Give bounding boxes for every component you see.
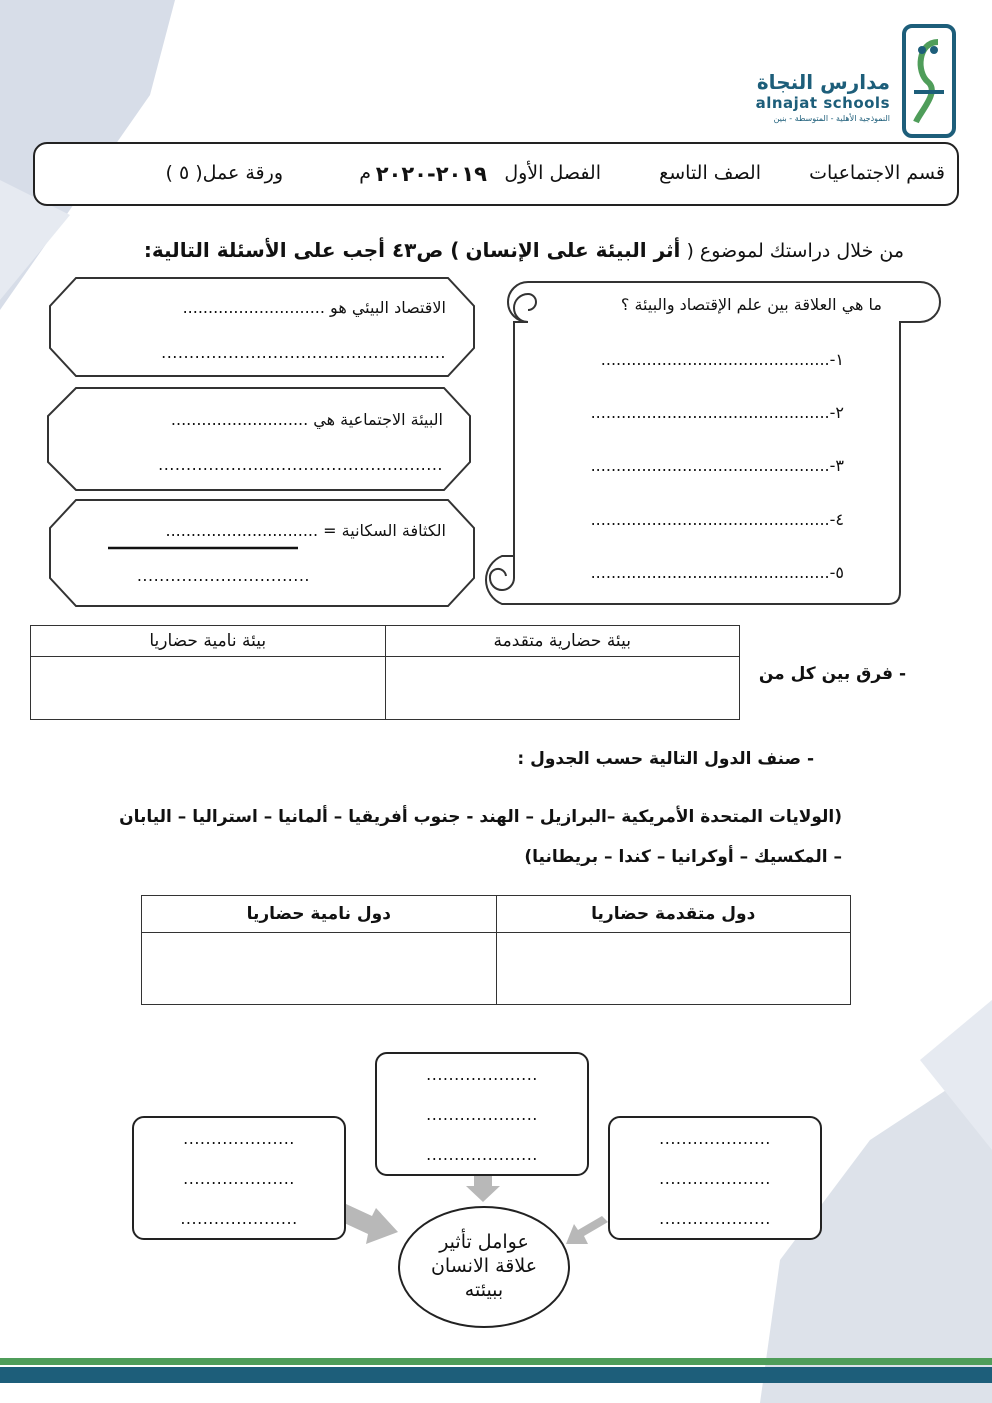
school-years: ٢٠١٩-٢٠٢٠ bbox=[375, 162, 487, 186]
class-header-advanced: دول متقدمة حضاريا bbox=[496, 896, 851, 933]
definition-2-line2: ................................................... bbox=[158, 455, 443, 474]
classify-instruction: - صنف الدول التالية حسب الجدول : bbox=[517, 749, 814, 769]
factor-top-line-3: .................... bbox=[426, 1144, 538, 1164]
factor-top-line-2: .................... bbox=[426, 1104, 538, 1124]
difference-label: - فرق بين كل من bbox=[758, 664, 906, 684]
factor-right-line-2: .................... bbox=[659, 1168, 771, 1188]
factor-left-line-1: .................... bbox=[183, 1128, 295, 1148]
diff-header-advanced: بيئة حضارية متقدمة bbox=[385, 626, 740, 657]
arrow-right-icon bbox=[342, 1204, 398, 1244]
scroll-item-5: ٥-............................................... bbox=[590, 563, 844, 582]
scroll-item-3: ٣-............................................... bbox=[590, 456, 844, 475]
factor-box-top bbox=[375, 1052, 589, 1176]
definition-3-line1: الكثافة السكانية = .............................. bbox=[165, 521, 446, 540]
scroll-item-2: ٢-............................................... bbox=[590, 403, 844, 422]
central-concept-line-2: علاقة الانسان bbox=[430, 1255, 538, 1278]
factor-left-line-3: ..................... bbox=[180, 1208, 298, 1228]
definition-1-line2: ................................................... bbox=[161, 343, 446, 362]
scroll-question: ما هي العلاقة بين علم الإقتصاد والبيئة ؟ bbox=[620, 295, 882, 314]
footer-stripe-blue bbox=[0, 1367, 992, 1383]
arrow-left-icon bbox=[566, 1216, 608, 1244]
era: م bbox=[359, 162, 371, 184]
diff-header-developing: بيئة نامية حضاريا bbox=[31, 626, 386, 657]
department: قسم الاجتماعيات bbox=[809, 162, 945, 184]
factor-right-line-3: .................... bbox=[659, 1208, 771, 1228]
scroll-item-1: ١-............................................. bbox=[600, 350, 844, 369]
countries-line-1: (الولايات المتحدة الأمريكية –البرازيل – الهند - جنوب أفريقيا – ألمانيا – استراليا – اليابان bbox=[119, 807, 842, 827]
definition-2-line1: البيئة الاجتماعية هي ........................... bbox=[170, 410, 443, 429]
definition-1-line1: الاقتصاد البيئي هو ............................ bbox=[182, 298, 446, 317]
instruction-topic: أثر البيئة على الإنسان bbox=[465, 238, 681, 262]
worksheet-number: ورقة عمل( ٥ ) bbox=[165, 162, 283, 184]
logo-name-english: alnajat schools bbox=[755, 94, 890, 112]
central-concept-line-3: ببيئته bbox=[464, 1278, 504, 1301]
footer-stripe-green bbox=[0, 1358, 992, 1365]
central-concept-line-1: عوامل تأثير bbox=[439, 1231, 529, 1254]
factor-box-right bbox=[608, 1116, 822, 1240]
factor-box-left bbox=[132, 1116, 346, 1240]
central-concept bbox=[398, 1206, 570, 1328]
factor-top-line-1: .................... bbox=[426, 1064, 538, 1084]
logo-name-arabic: مدارس النجاة bbox=[756, 70, 890, 94]
term: الفصل الأول bbox=[504, 162, 601, 184]
scroll-item-4: ٤-............................................... bbox=[590, 510, 844, 529]
grade: الصف التاسع bbox=[659, 162, 761, 184]
arrow-down-icon bbox=[466, 1174, 500, 1202]
definition-3-line2: ............................... bbox=[136, 566, 310, 585]
instruction-suffix: ) ص٤٣ أجب على الأسئلة التالية: bbox=[143, 238, 460, 262]
factor-left-line-2: .................... bbox=[183, 1168, 295, 1188]
instruction-prefix: من خلال دراستك لموضوع ( bbox=[686, 240, 904, 262]
class-header-developing: دول نامية حضاريا bbox=[142, 896, 497, 933]
factor-right-line-1: .................... bbox=[659, 1128, 771, 1148]
countries-line-2: – المكسيك – أوكرانيا – كندا – بريطانيا) bbox=[524, 847, 842, 867]
logo-tagline: النموذجية الأهلية - المتوسطة - بنين bbox=[773, 114, 890, 123]
